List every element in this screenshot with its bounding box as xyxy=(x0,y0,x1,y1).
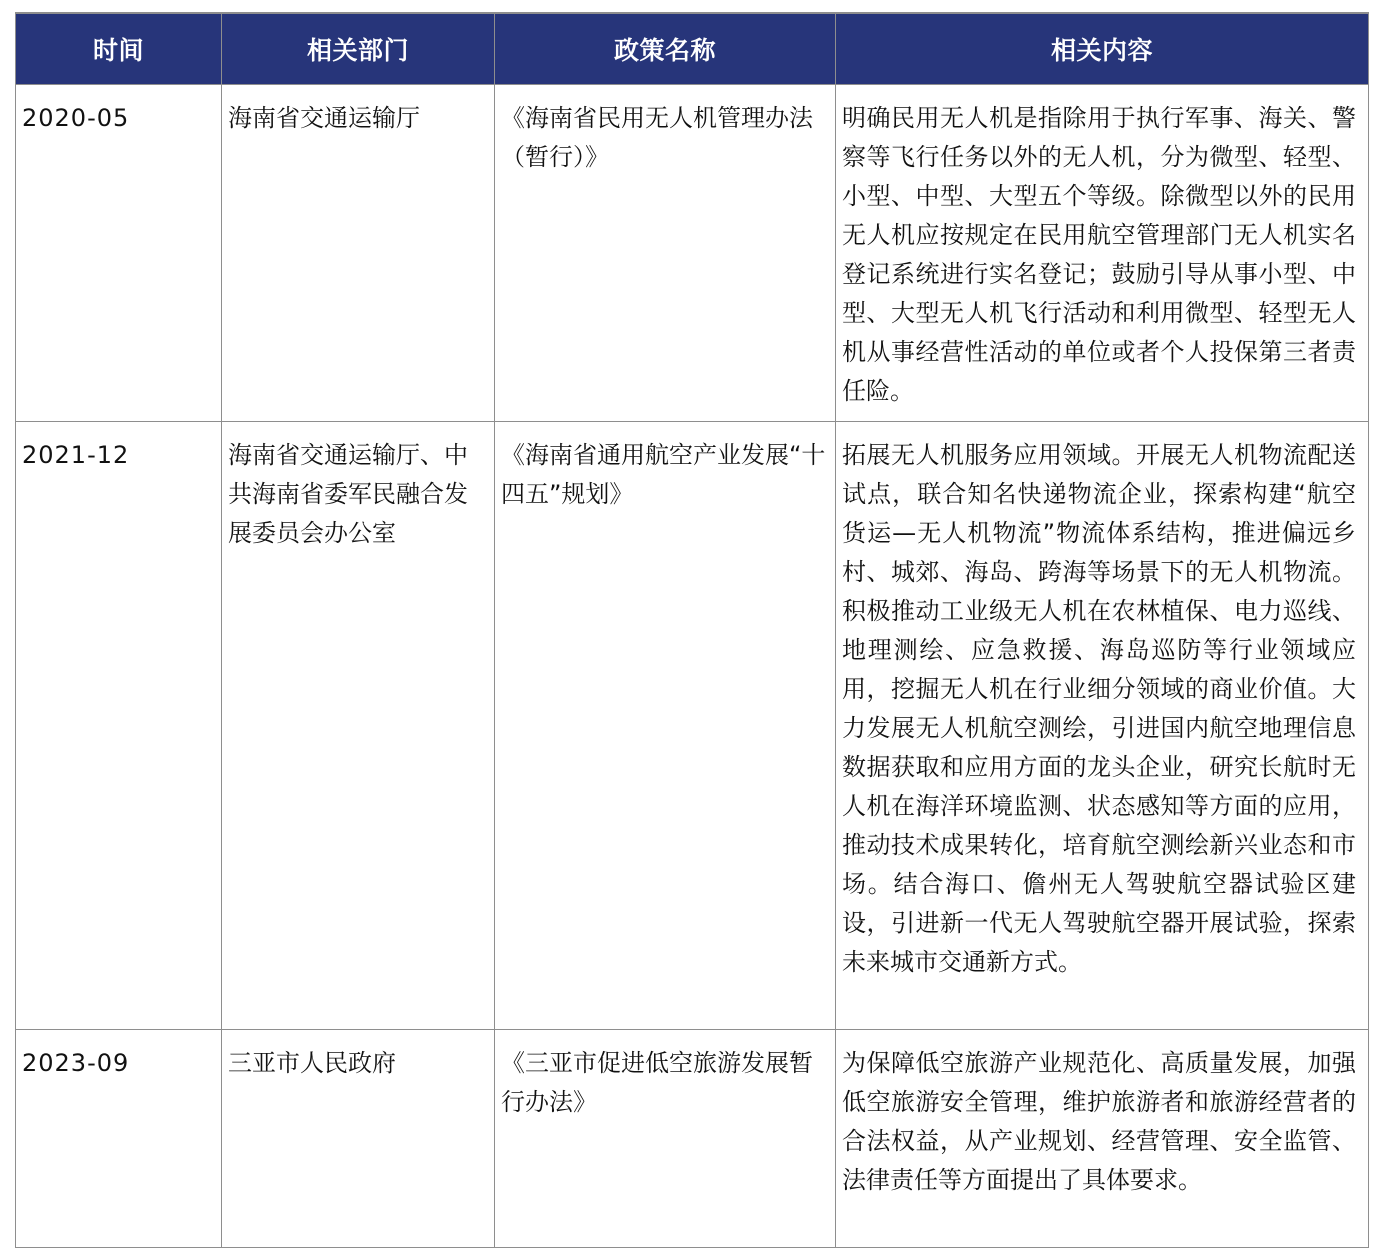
table-row xyxy=(16,85,1369,422)
cell-department: 海南省交通运输厅、中共海南省委军民融合发展委员会办公室 xyxy=(222,422,495,1030)
header-department: 相关部门 xyxy=(222,13,495,85)
header-policy-name: 政策名称 xyxy=(495,13,836,85)
cell-content: 拓展无人机服务应用领域。开展无人机物流配送试点，联合知名快递物流企业，探索构建“航空货运—无人机物流”物流体系结构，推进偏远乡村、城郊、海岛、跨海等场景下的无人机物流。积极推动工业级无人机在农林植保、电力巡线、地理测绘、应急救援、海岛巡防等行业领域应用，挖掘无人机在行业细分领域的商业价值。大力发展无人机航空测绘，引进国内航空地理信息数据获取和应用方面的龙头企业，研究长航时无人机在海洋环境监测、状态感知等方面的应用，推动技术成果转化，培育航空测绘新兴业态和市场。结合海口、儋州无人驾驶航空器试验区建设，引进新一代无人驾驶航空器开展试验，探索未来城市交通新方式。 xyxy=(836,422,1369,1030)
cell-department: 海南省交通运输厅 xyxy=(222,85,495,422)
policy-table-container xyxy=(15,12,1368,1248)
cell-policy: 《海南省民用无人机管理办法（暂行）》 xyxy=(495,85,836,422)
policy-table xyxy=(15,12,1369,1248)
header-time: 时间 xyxy=(16,13,222,85)
table-header xyxy=(16,13,1369,85)
table-body xyxy=(16,85,1369,1248)
cell-content: 明确民用无人机是指除用于执行军事、海关、警察等飞行任务以外的无人机，分为微型、轻型、小型、中型、大型五个等级。除微型以外的民用无人机应按规定在民用航空管理部门无人机实名登记系统进行实名登记；鼓励引导从事小型、中型、大型无人机飞行活动和利用微型、轻型无人机从事经营性活动的单位或者个人投保第三者责任险。 xyxy=(836,85,1369,422)
cell-department: 三亚市人民政府 xyxy=(222,1030,495,1248)
cell-policy: 《三亚市促进低空旅游发展暂行办法》 xyxy=(495,1030,836,1248)
header-row xyxy=(16,13,1369,85)
cell-date: 2021-12 xyxy=(16,422,222,1030)
cell-policy: 《海南省通用航空产业发展“十四五”规划》 xyxy=(495,422,836,1030)
cell-date: 2023-09 xyxy=(16,1030,222,1248)
cell-content: 为保障低空旅游产业规范化、高质量发展，加强低空旅游安全管理，维护旅游者和旅游经营者的合法权益，从产业规划、经营管理、安全监管、法律责任等方面提出了具体要求。 xyxy=(836,1030,1369,1248)
cell-date: 2020-05 xyxy=(16,85,222,422)
table-row xyxy=(16,422,1369,1030)
table-row xyxy=(16,1030,1369,1248)
header-content: 相关内容 xyxy=(836,13,1369,85)
